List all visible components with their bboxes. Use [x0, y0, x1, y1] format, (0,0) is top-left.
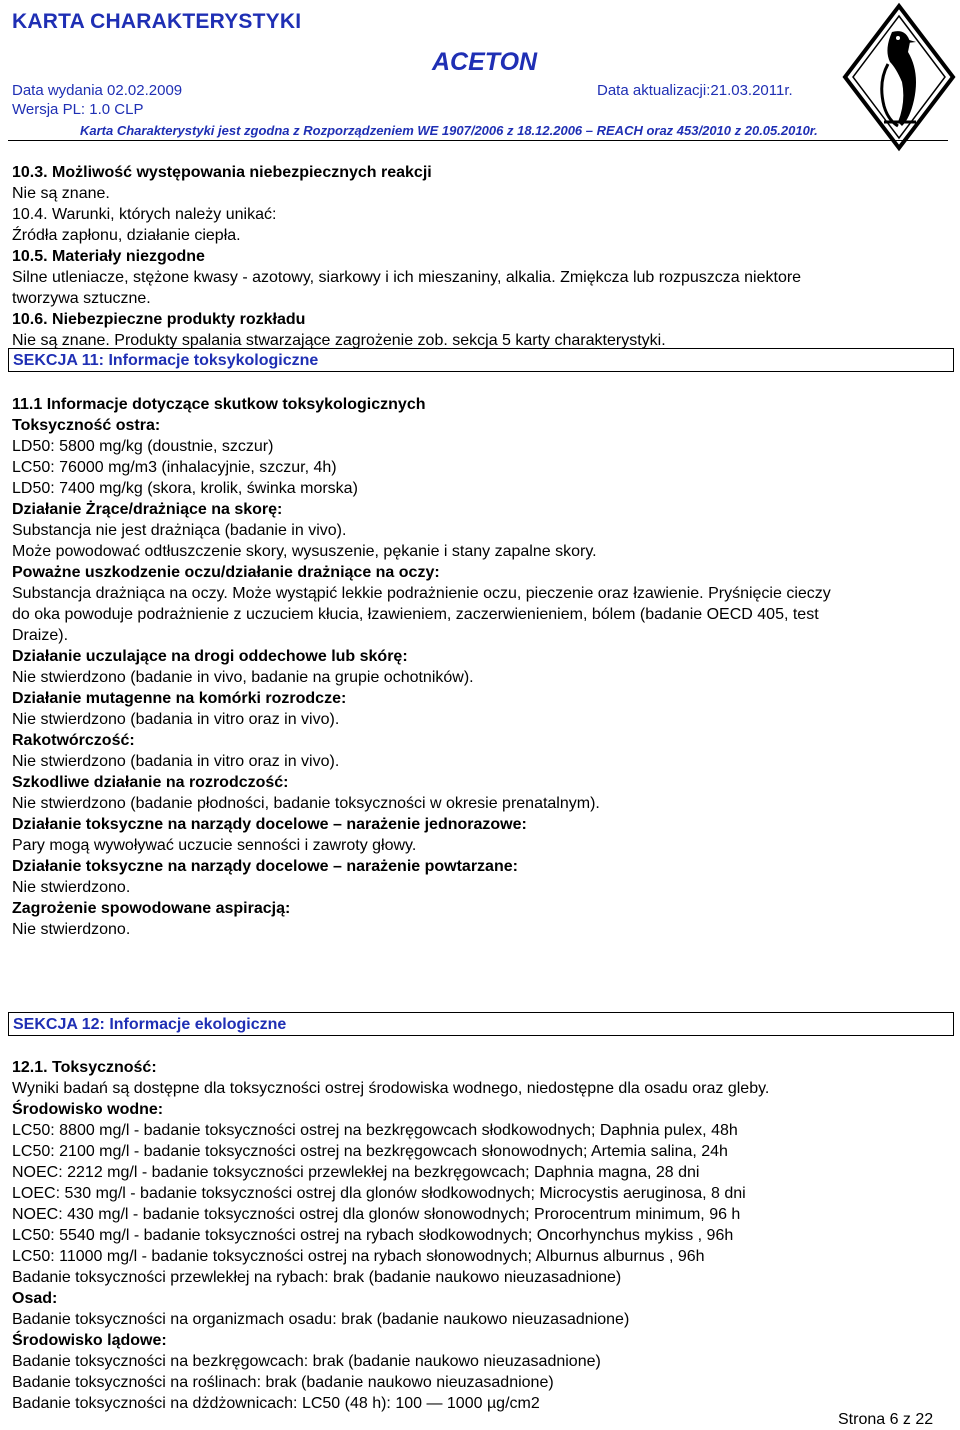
section-10-line-6: Silne utleniacze, stężone kwasy - azotowy, siarkowy i ich mieszaniny, alkalia. Zmiękcza lub rozpuszcza niektore: [12, 269, 802, 286]
version: Wersja PL: 1.0 CLP: [12, 101, 144, 118]
section-10-line-3: 10.4. Warunki, których należy unikać:: [12, 206, 277, 223]
section-11-line: Substancja drażniąca na oczy. Może wystąpić lekkie podrażnienie oczu, pieczenie oraz łzawienie. Pryśnięcie cieczy: [12, 585, 831, 602]
section-12-heading: SEKCJA 12: Informacje ekologiczne: [8, 1012, 954, 1036]
section-12-line: 12.1. Toksyczność:: [12, 1059, 157, 1076]
section-11-line: Draize).: [12, 627, 69, 644]
compliance-note: Karta Charakterystyki jest zgodna z Rozporządzeniem WE 1907/2006 z 18.12.2006 – REACH oraz 453/2010 z 20.05.2010r.: [80, 123, 818, 138]
section-11-line: Nie stwierdzono (badania in vitro oraz in vivo).: [12, 753, 340, 770]
section-11-line: Pary mogą wywoływać uczucie senności i zawroty głowy.: [12, 837, 417, 854]
issue-date: Data wydania 02.02.2009: [12, 82, 183, 99]
section-11-line: Nie stwierdzono.: [12, 921, 131, 938]
section-12-line: Badanie toksyczności na roślinach: brak (badanie naukowo nieuzasadnione): [12, 1374, 554, 1391]
section-11-line: Poważne uszkodzenie oczu/działanie drażniące na oczy:: [12, 564, 440, 581]
section-10-line-8: 10.6. Niebezpieczne produkty rozkładu: [12, 311, 306, 328]
section-10-line-7: tworzywa sztuczne.: [12, 290, 151, 307]
section-11-line: Szkodliwe działanie na rozrodczość:: [12, 774, 289, 791]
section-11-line: do oka powoduje podrażnienie z uczuciem kłucia, łzawieniem, zaczerwienieniem, bólem (badanie OECD 405, test: [12, 606, 819, 623]
section-12-line: Badanie toksyczności na bezkręgowcach: brak (badanie naukowo nieuzasadnione): [12, 1353, 601, 1370]
product-name: ACETON: [432, 48, 538, 76]
section-11-line: Działanie toksyczne na narządy docelowe – narażenie powtarzane:: [12, 858, 518, 875]
section-12-line: Środowisko lądowe:: [12, 1332, 167, 1349]
section-10-line-2: Nie są znane.: [12, 185, 110, 202]
section-10-line-5: 10.5. Materiały niezgodne: [12, 248, 205, 265]
section-11-line: Substancja nie jest drażniąca (badanie in vivo).: [12, 522, 347, 539]
section-12-line: LOEC: 530 mg/l - badanie toksyczności ostrej dla glonów słodkowodnych; Microcystis aeruginosa, 8 dni: [12, 1185, 746, 1202]
page-number: Strona 6 z 22: [838, 1411, 934, 1428]
section-12-line: LC50: 11000 mg/l - badanie toksyczności ostrej na rybach słonowodnych; Alburnus alburnus , 96h: [12, 1248, 705, 1265]
document-title: KARTA CHARAKTERYSTYKI: [12, 10, 302, 33]
section-12-line: Badanie toksyczności przewlekłej na rybach: brak (badanie naukowo nieuzasadnione): [12, 1269, 622, 1286]
section-11-line: Może powodować odtłuszczenie skory, wysuszenie, pękanie i stany zapalne skory.: [12, 543, 597, 560]
section-11-line: Toksyczność ostra:: [12, 417, 161, 434]
section-11-line: Nie stwierdzono (badanie in vivo, badanie na grupie ochotników).: [12, 669, 474, 686]
section-11-line: Nie stwierdzono (badanie płodności, badanie toksyczności w okresie prenatalnym).: [12, 795, 600, 812]
section-12-line: NOEC: 2212 mg/l - badanie toksyczności przewlekłej na bezkręgowcach; Daphnia magna, 28 dni: [12, 1164, 700, 1181]
section-12-line: Wyniki badań są dostępne dla toksyczności ostrej środowiska wodnego, niedostępne dla osadu oraz gleby.: [12, 1080, 770, 1097]
section-11-line: Działanie Żrące/drażniące na skorę:: [12, 501, 283, 518]
company-logo-icon: [840, 2, 958, 152]
section-12-line: LC50: 2100 mg/l - badanie toksyczności ostrej na bezkręgowcach słonowodnych; Artemia salina, 24h: [12, 1143, 728, 1160]
section-10: [12, 162, 942, 351]
section-12-line: LC50: 8800 mg/l - badanie toksyczności ostrej na bezkręgowcach słodkowodnych; Daphnia pulex, 48h: [12, 1122, 738, 1139]
section-11-line: Działanie mutagenne na komórki rozrodcze:: [12, 690, 347, 707]
section-11-heading: SEKCJA 11: Informacje toksykologiczne: [8, 348, 954, 372]
update-date: Data aktualizacji:21.03.2011r.: [597, 82, 793, 99]
section-12-line: Osad:: [12, 1290, 58, 1307]
section-11: [12, 394, 942, 940]
section-12-line: Środowisko wodne:: [12, 1101, 164, 1118]
section-11-line: Nie stwierdzono.: [12, 879, 131, 896]
section-12-line: Badanie toksyczności na organizmach osadu: brak (badanie naukowo nieuzasadnione): [12, 1311, 630, 1328]
section-11-line: Rakotwórczość:: [12, 732, 135, 749]
section-12-line: NOEC: 430 mg/l - badanie toksyczności ostrej dla glonów słonowodnych; Prorocentrum minimum, 96 h: [12, 1206, 741, 1223]
section-11-line: Nie stwierdzono (badania in vitro oraz in vivo).: [12, 711, 340, 728]
section-11-line: Działanie toksyczne na narządy docelowe – narażenie jednorazowe:: [12, 816, 527, 833]
section-11-line: LD50: 7400 mg/kg (skora, krolik, świnka morska): [12, 480, 358, 497]
section-10-line-1: 10.3. Możliwość występowania niebezpiecznych reakcji: [12, 164, 432, 181]
section-10-line-4: Źródła zapłonu, działanie ciepła.: [12, 227, 241, 244]
section-10-line-9: Nie są znane. Produkty spalania stwarzające zagrożenie zob. sekcja 5 karty charakterystyki.: [12, 332, 666, 349]
section-12-line: LC50: 5540 mg/l - badanie toksyczności ostrej na rybach słodkowodnych; Oncorhynchus mykiss , 96h: [12, 1227, 734, 1244]
section-11-line: Działanie uczulające na drogi oddechowe lub skórę:: [12, 648, 408, 665]
section-11-line: Zagrożenie spowodowane aspiracją:: [12, 900, 291, 917]
section-12-line: Badanie toksyczności na dżdżownicach: LC50 (48 h): 100 — 1000 µg/cm2: [12, 1395, 540, 1412]
header-rule: [8, 140, 948, 141]
section-11-line: LD50: 5800 mg/kg (doustnie, szczur): [12, 438, 274, 455]
section-12: [12, 1057, 942, 1414]
section-11-line: 11.1 Informacje dotyczące skutkow toksykologicznych: [12, 396, 426, 413]
section-11-line: LC50: 76000 mg/m3 (inhalacyjnie, szczur, 4h): [12, 459, 337, 476]
